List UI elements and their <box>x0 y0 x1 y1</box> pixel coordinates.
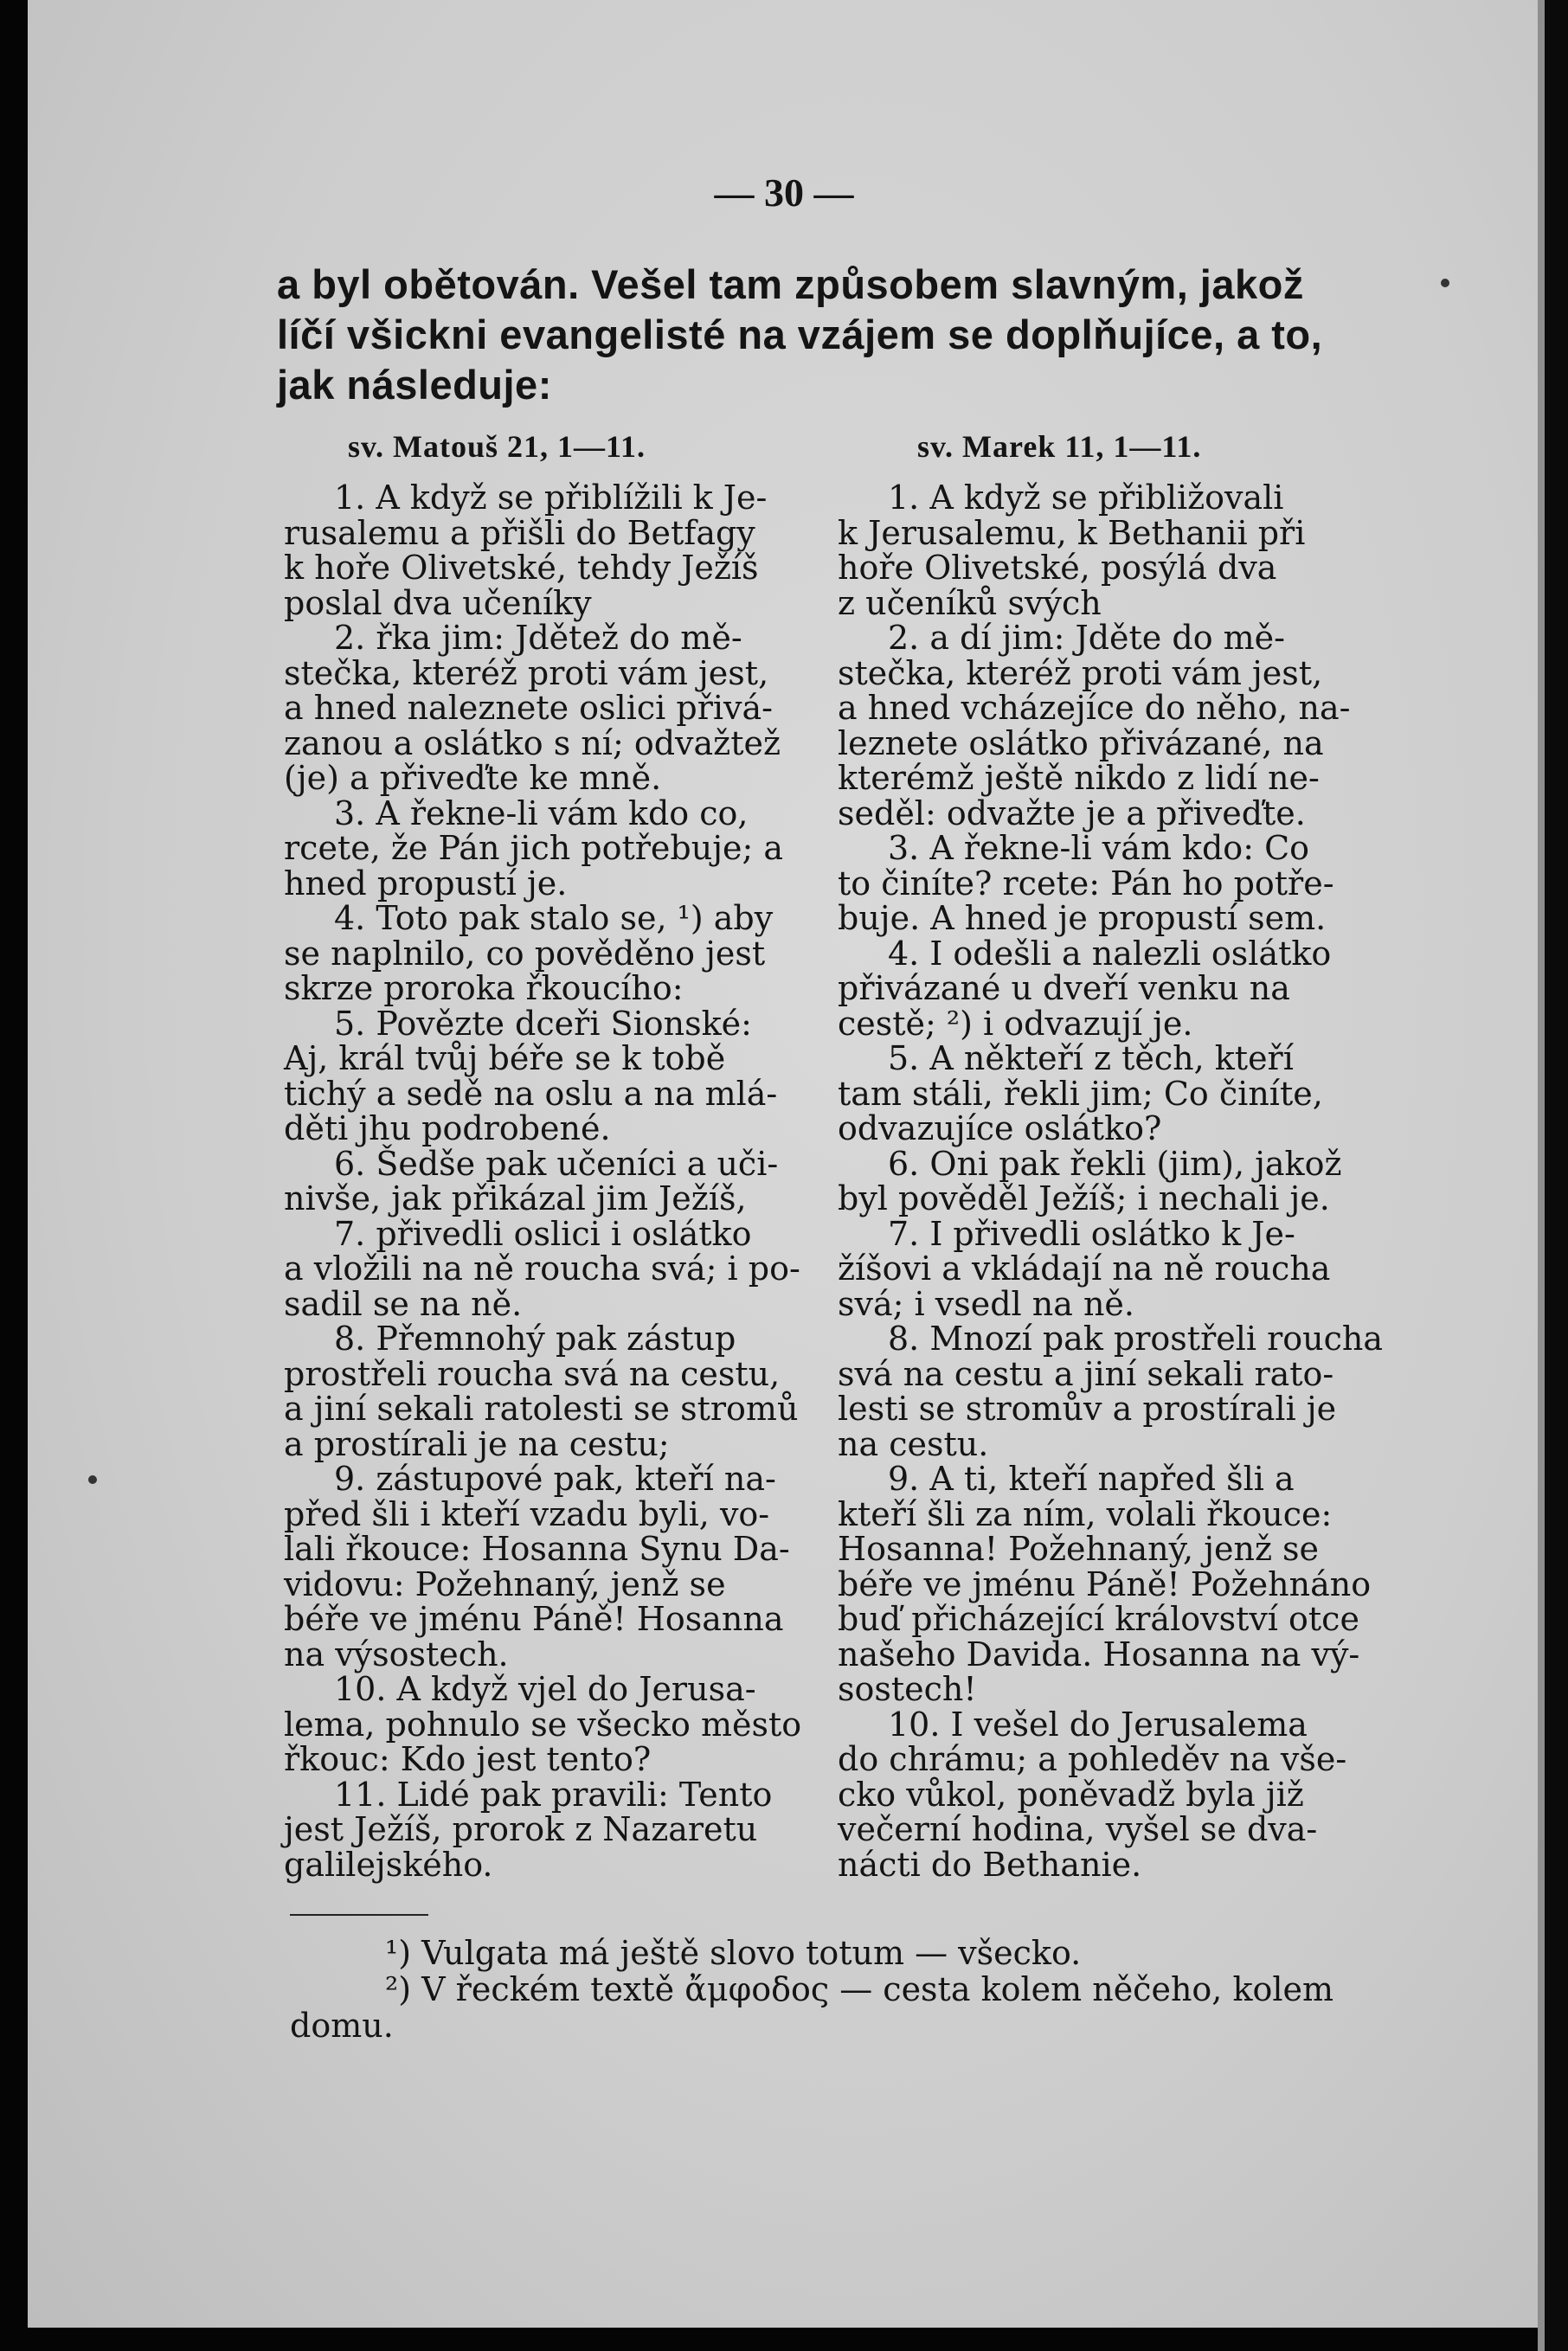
verse-line: 8. Mnozí pak prostřeli roucha <box>888 1320 1384 1358</box>
verse-line: skrze proroka řkoucího: <box>284 969 684 1007</box>
verse-line: lema, pohnulo se všecko město <box>284 1705 802 1744</box>
verse-line: děti jhu podrobené. <box>284 1109 611 1147</box>
verse-line: 5. Povězte dceři Sionské: <box>334 1004 752 1043</box>
verse-line: zanou a oslátko s ní; odvažtež <box>284 723 781 762</box>
verse-line: kterémž ještě nikdo z lidí ne- <box>838 759 1320 797</box>
verse-line: 1. A když se přibližovali <box>888 479 1284 517</box>
intro-paragraph <box>277 260 1341 410</box>
verse-line: k hoře Olivetské, tehdy Ježíš <box>284 549 759 587</box>
binding-edge <box>1545 0 1568 2351</box>
verse-line: nácti do Bethanie. <box>838 1845 1142 1884</box>
verse-line: z učeníků svých <box>838 583 1102 622</box>
verse-line: přivázané u dveří venku na <box>838 969 1290 1007</box>
verse-line: před šli i kteří vzadu byli, vo- <box>284 1494 770 1533</box>
verse-line: na cestu. <box>838 1424 989 1463</box>
verse-line: 10. I vešel do Jerusalema <box>888 1705 1308 1744</box>
verse-line: 5. A někteří z těch, kteří <box>888 1039 1294 1077</box>
verse-line: 6. Oni pak řekli (jim), jakož <box>888 1144 1342 1183</box>
verse-line: vidovu: Požehnaný, jenž se <box>284 1564 726 1603</box>
verse-line: řkouc: Kdo jest tento? <box>284 1740 652 1778</box>
verse-line: a vložili na ně roucha svá; i po- <box>284 1249 800 1288</box>
verse-line: svá na cestu a jiní sekali rato- <box>838 1354 1334 1393</box>
verse-line: na výsostech. <box>284 1635 509 1673</box>
verse-line: našeho Davida. Hosanna na vý- <box>838 1635 1360 1673</box>
verse-line: 2. řka jim: Jdětež do mě- <box>334 619 742 657</box>
verse-line: Hosanna! Požehnaný, jenž se <box>838 1530 1320 1568</box>
verse-line: buje. A hned je propustí sem. <box>838 899 1327 937</box>
verse-line: 4. Toto pak stalo se, ¹) aby <box>334 899 774 937</box>
ink-speck <box>88 1475 97 1484</box>
verse-line: lesti se stromův a prostírali je <box>838 1390 1337 1428</box>
verse-line: 9. A ti, kteří napřed šli a <box>888 1460 1295 1498</box>
verse-line: nivše, jak přikázal jim Ježíš, <box>284 1179 747 1217</box>
verse-line: rusalemu a přišli do Betfagy <box>284 513 755 552</box>
verse-line: béře ve jménu Páně! Požehnáno <box>838 1564 1372 1603</box>
verse-line: lali řkouce: Hosanna Synu Da- <box>284 1530 790 1568</box>
verse-line: galilejského. <box>284 1845 493 1884</box>
verse-line: sadil se na ně. <box>284 1284 523 1323</box>
intro-line: jak následuje: <box>277 362 552 408</box>
verse-line: stečka, kteréž proti vám jest, <box>284 653 769 692</box>
verse-line: rcete, že Pán jich potřebuje; a <box>284 829 784 867</box>
verse-line: tam stáli, řekli jim; Co činíte, <box>838 1074 1323 1113</box>
intro-line: líčí všickni evangelisté na vzájem se doplňujíce, a to, <box>277 312 1323 357</box>
verse-line: odvazujíce oslátko? <box>838 1109 1162 1147</box>
verse-line: 8. Přemnohý pak zástup <box>334 1320 736 1358</box>
verse-line: 7. přivedli oslici i oslátko <box>334 1214 752 1253</box>
intro-line: a byl obětován. Vešel tam způsobem slavným, jakož <box>277 261 1304 307</box>
verse-line: cestě; ²) i odvazují je. <box>838 1004 1193 1043</box>
verse-line: prostřeli roucha svá na cestu, <box>284 1354 781 1393</box>
verse-line: 6. Šedše pak učeníci a uči- <box>334 1144 779 1183</box>
footnote-line: ¹) Vulgata má ještě slovo totum — všecko. <box>385 1934 1082 1972</box>
verse-line: 10. A když vjel do Jerusa- <box>334 1670 756 1708</box>
verse-line: jest Ježíš, prorok z Nazaretu <box>284 1810 758 1848</box>
verse-line: 11. Lidé pak pravili: Tento <box>334 1775 773 1814</box>
page-number: — 30 — <box>714 170 854 215</box>
verse-line: kteří šli za ním, volali řkouce: <box>838 1494 1333 1533</box>
verse-line: a hned vcházejíce do něho, na- <box>838 689 1351 727</box>
verse-line: to činíte? rcete: Pán ho potře- <box>838 864 1334 903</box>
page-edge <box>1538 0 1545 2351</box>
verse-line: do chrámu; a pohleděv na vše- <box>838 1740 1347 1778</box>
verse-line: béře ve jménu Páně! Hosanna <box>284 1600 784 1638</box>
verse-line: a jiní sekali ratolesti se stromů <box>284 1390 799 1428</box>
matthew-column <box>284 480 801 1882</box>
verse-line: leznete oslátko přivázané, na <box>838 723 1324 762</box>
verse-line: stečka, kteréž proti vám jest, <box>838 653 1323 692</box>
verse-line: tichý a sedě na oslu a na mlá- <box>284 1074 778 1113</box>
verse-line: žíšovi a vkládají na ně roucha <box>838 1249 1331 1288</box>
verse-line: seděl: odvažte je a přiveďte. <box>838 793 1306 832</box>
verse-line: 3. A řekne-li vám kdo: Co <box>888 829 1310 867</box>
verse-line: 1. A když se přiblížili k Je- <box>334 479 768 517</box>
verse-line: svá; i vsedl na ně. <box>838 1284 1135 1323</box>
verse-line: sostech! <box>838 1670 977 1708</box>
verse-line: se naplnilo, co pověděno jest <box>284 934 766 973</box>
verse-line: cko vůkol, poněvadž byla již <box>838 1775 1304 1814</box>
footnotes <box>290 1935 1363 2044</box>
mark-column <box>838 480 1383 1882</box>
matthew-heading: sv. Matouš 21, 1—11. <box>348 429 646 464</box>
ink-speck <box>1441 279 1449 287</box>
verse-line: hoře Olivetské, posýlá dva <box>838 549 1277 587</box>
verse-line: 9. zástupové pak, kteří na- <box>334 1460 776 1498</box>
verse-line: večerní hodina, vyšel se dva- <box>838 1810 1318 1848</box>
verse-line: buď přicházející království otce <box>838 1600 1359 1638</box>
mark-heading: sv. Marek 11, 1—11. <box>917 429 1202 464</box>
footnote-rule <box>290 1914 428 1916</box>
verse-line: 7. I přivedli oslátko k Je- <box>888 1214 1295 1253</box>
verse-line: a hned naleznete oslici přivá- <box>284 689 773 727</box>
verse-line: Aj, král tvůj béře se k tobě <box>284 1039 726 1077</box>
footnote-line: domu. <box>290 2007 394 2045</box>
verse-line: 3. A řekne-li vám kdo co, <box>334 793 749 832</box>
verse-line: (je) a přiveďte ke mně. <box>284 759 662 797</box>
verse-line: 4. I odešli a nalezli oslátko <box>888 934 1332 973</box>
footnote-line: ²) V řeckém textě ἄμφοδος — cesta kolem něčeho, kolem <box>385 1970 1334 2008</box>
verse-line: hned propustí je. <box>284 864 568 903</box>
verse-line: poslal dva učeníky <box>284 583 592 622</box>
verse-line: k Jerusalemu, k Bethanii při <box>838 513 1306 552</box>
verse-line: a prostírali je na cestu; <box>284 1424 670 1463</box>
verse-line: byl pověděl Ježíš; i nechali je. <box>838 1179 1330 1217</box>
verse-line: 2. a dí jim: Jděte do mě- <box>888 619 1286 657</box>
